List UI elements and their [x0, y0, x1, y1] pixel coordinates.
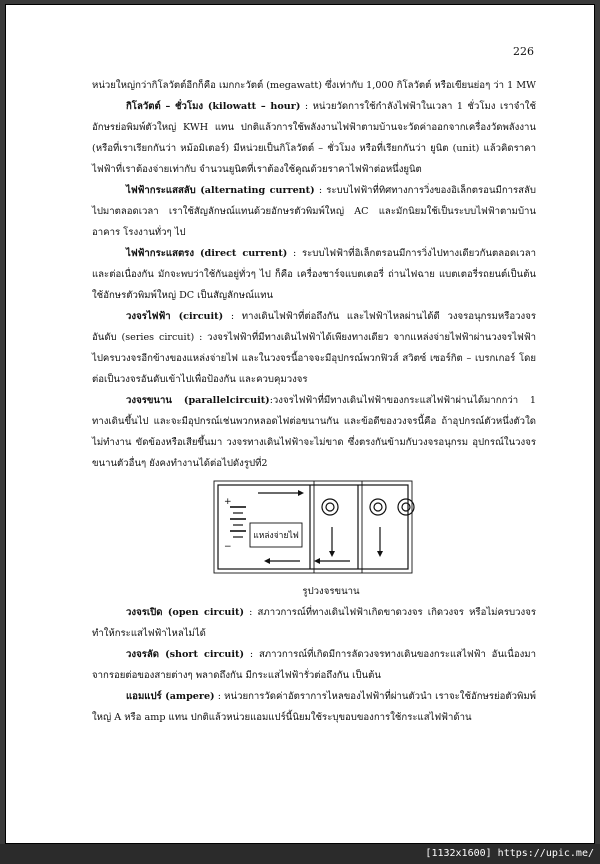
paragraph-text: : หน่วยการวัดค่าอัตราการไหลของไฟฟ้าที่ผ่านตัวนำ เราจะใช้อักษรย่อตัวพิมพ์ใหญ่ A หรือ amp แทน ปกติแล้วหน่วยแอมแปร์นี้นิยมใช้ระบุขอบของการใช้กระแสไฟฟ้าด้าน — [92, 691, 536, 723]
circuit-outer-wire-double — [214, 481, 412, 573]
paragraph-kilowatt-hour — [92, 96, 536, 180]
battery-plus-sign: + — [224, 497, 232, 507]
parallel-circuit-diagram — [210, 477, 420, 577]
page-body — [92, 75, 536, 728]
arrow-head-icon — [298, 490, 304, 496]
paragraph-text: : หน่วยวัดการใช้กำลังไฟฟ้าในเวลา 1 ชั่วโมง เราจำใช้อักษรย่อพิมพ์ตัวใหญ่ KWH แทน ปกติแล้วการใช้พลังงานไฟฟ้าตามบ้านจะวัดค่าออกจากเครื่องวัดพลังงาน (หรือที่เราเรียกกันว่า หม้อมิเตอร์) มีหน่วยเป็นกิโลวัตต์ – ชั่วโมง หรือที่เรียกกันว่า ยูนิต (unit) แล้วคิดราคาไฟฟ้าที่เราต้องจ่ายเท่ากับ จำนวนยูนิตที่เราต้องใช้คูณด้วยราคาไฟฟ้าต่อหนึ่งยูนิต — [92, 101, 536, 175]
parallel-circuit-figure — [92, 477, 536, 581]
bulb-filament — [374, 503, 382, 511]
paragraph-circuit — [92, 306, 536, 390]
battery-minus-sign: − — [224, 542, 232, 552]
arrow-head-icon — [314, 558, 320, 564]
document-page — [5, 4, 595, 844]
term-label: กิโลวัตต์ – ชั่วโมง (kilowatt – hour) — [126, 101, 301, 112]
term-label: ไฟฟ้ากระแสสลับ (alternating current) — [126, 185, 315, 196]
paragraph-open-circuit — [92, 602, 536, 644]
image-host-footer: [1132x1600] https://upic.me/ — [0, 844, 600, 864]
term-label: วงจรเปิด (open circuit) — [126, 607, 245, 618]
paragraph-text: หน่วยใหญ่กว่ากิโลวัตต์อีกก็คือ เมกกะวัตต์ (megawatt) ซึ่งเท่ากับ 1,000 กิโลวัตต์ หรือเขียนย่อๆ ว่า 1 MW — [92, 80, 536, 91]
arrow-head-icon — [329, 551, 335, 557]
term-label: วงจรลัด (short circuit) — [126, 649, 245, 660]
arrow-head-icon — [264, 558, 270, 564]
paragraph-text: : สภาวการณ์ที่ทางเดินไฟฟ้าเกิดขาดวงจร เกิดวงจร หรือไม่ครบวงจร ทำให้กระแสไฟฟ้าไหลไม่ได้ — [92, 607, 536, 639]
term-label: วงจรขนาน (parallelcircuit) — [126, 395, 270, 406]
paragraph-direct-current — [92, 243, 536, 306]
bulb-filament — [402, 503, 410, 511]
page-number: 226 — [513, 45, 534, 58]
arrow-head-icon — [377, 551, 383, 557]
paragraph-text: : สภาวการณ์ที่เกิดมีการลัดวงจรทางเดินของกระแสไฟฟ้า อันเนื่องมาจากรอยต่อของสายต่างๆ พลาดถึงกัน มีกระแสไฟฟ้ารั่วต่อถึงกัน เป็นต้น — [92, 649, 536, 681]
paragraph-ampere — [92, 686, 536, 728]
term-label: วงจรไฟฟ้า (circuit) — [126, 311, 224, 322]
paragraph-text: : ทางเดินไฟฟ้าที่ต่อถึงกัน และไฟฟ้าไหลผ่านได้ดี วงจรอนุกรมหรือวงจรอันดับ (series circuit) : วงจรไฟฟ้าที่มีทางเดินไฟฟ้าได้เพียงทางเดียว จากแหล่งจ่ายไฟฟ้าผ่านวงจรไฟฟ้าไปครบวงจรอีกข้างของแหล่งจ่ายไฟ และในวงจรนี้อาจจะมีอุปกรณ์พวกฟิวส์ สวิตซ์ เซอร์กิต – เบรกเกอร์ โดยต่อเป็นวงจรอันดับเข้าไปเพื่อป้องกัน และควบคุมวงจร — [92, 311, 536, 385]
paragraph-short-circuit — [92, 644, 536, 686]
paragraph-text: :วงจรไฟฟ้าที่มีทางเดินไฟฟ้าของกระแสไฟฟ้าผ่านได้มากกว่า 1 ทางเดินขึ้นไป และจะมีอุปกรณ์เช่นพวกหลอดไฟต่อขนานกัน และข้อดีของวงจรนี้คือ ถ้าอุปกรณ์ตัวหนึ่งตัวใดไม่ทำงาน ขัดข้องหรือเสียขึ้นมา วงจรทางเดินไฟฟ้าจะไม่ขาด ซึ่งตรงกันข้ามกับวงจรอนุกรม อุปกรณ์ในวงจรขนานตัวอื่นๆ ยังคงทำงานได้ต่อไปดังรูปที่2 — [92, 395, 536, 469]
paragraph-text: : ระบบไฟฟ้าที่อิเล็กตรอนมีการวิ่งไปทางเดียวกันตลอดเวลา และต่อเนื่องกัน มักจะพบว่าใช้กันอยู่ทั่วๆ ไป ก็คือ เครื่องชาร์จแบตเตอรี่ ถ่านไฟฉาย แบตเตอรี่รถยนต์เป็นต้น ใช้อักษรตัวพิมพ์ใหญ่ DC เป็นสัญลักษณ์แทน — [92, 248, 536, 301]
bulb-filament — [326, 503, 334, 511]
figure-caption: รูปวงจรขนาน — [302, 586, 360, 597]
source-label: แหล่งจ่ายไฟ — [253, 531, 299, 541]
paragraph-parallel-circuit — [92, 390, 536, 474]
paragraph-text: : ระบบไฟฟ้าที่ทิศทางการวิ่งของอิเล็กตรอนมีการสลับไปมาตลอดเวลา เราใช้สัญลักษณ์แทนด้วยอักษรตัวพิมพ์ใหญ่ AC และมักนิยมใช้เป็นระบบไฟฟ้าตามบ้าน อาคาร โรงงานทั่วๆ ไป — [92, 185, 536, 238]
term-label: ไฟฟ้ากระแสตรง (direct current) — [126, 248, 288, 259]
paragraph-alternating-current — [92, 180, 536, 243]
paragraph-megawatt — [92, 75, 536, 96]
term-label: แอมแปร์ (ampere) — [126, 691, 215, 702]
bulb-icon — [322, 499, 338, 515]
bulb-icon — [370, 499, 386, 515]
